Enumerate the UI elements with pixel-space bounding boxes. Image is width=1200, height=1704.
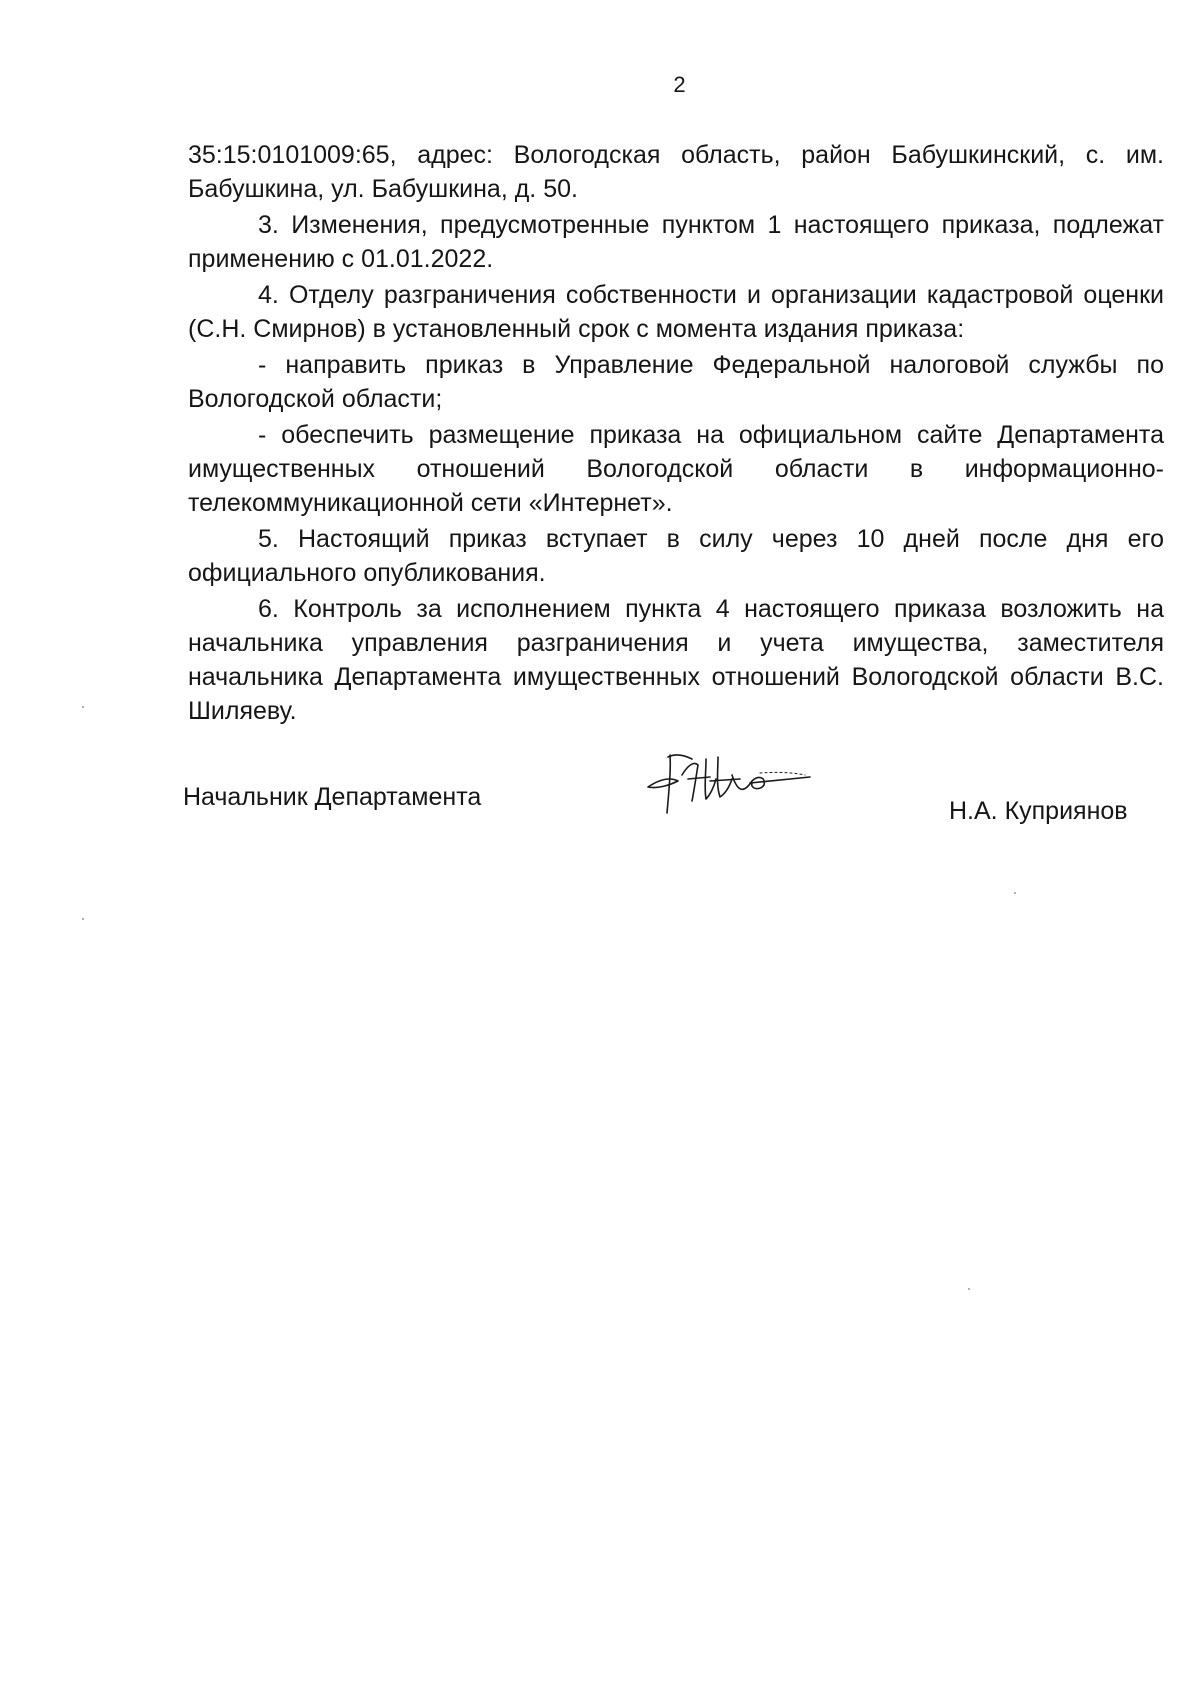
signatory-title: Начальник Департамента: [183, 783, 482, 811]
paragraph-bullet-2: - обеспечить размещение приказа на официальном сайте Департамента имущественных отношений Вологодской области в информационно-телекоммуникационной сети «Интернет».: [188, 421, 1164, 517]
scan-speck: [82, 706, 84, 708]
paragraph-continuation: 35:15:0101009:65, адрес: Вологодская область, район Бабушкинский, с. им. Бабушкина, ул. Бабушкина, д. 50.: [188, 141, 1164, 203]
paragraph-bullet-1: - направить приказ в Управление Федеральной налоговой службы по Вологодской области;: [188, 351, 1164, 413]
handwritten-signature: [640, 735, 815, 825]
scan-speck: [1014, 892, 1016, 894]
scan-speck: [82, 918, 84, 920]
paragraph-item-6: 6. Контроль за исполнением пункта 4 настоящего приказа возложить на начальника управления разграничения и учета имущества, заместителя начальника Департамента имущественных отношений Вологодской области В.С. Шиляеву.: [188, 595, 1164, 725]
signatory-name: Н.А. Куприянов: [949, 797, 1128, 825]
document-body: [188, 138, 1164, 730]
paragraph-item-4: 4. Отделу разграничения собственности и организации кадастровой оценки (С.Н. Смирнов) в установленный срок с момента издания приказа:: [188, 281, 1164, 343]
paragraph-item-5: 5. Настоящий приказ вступает в силу через 10 дней после дня его официального опубликования.: [188, 525, 1164, 587]
scan-speck: [968, 1288, 970, 1290]
paragraph-item-3: 3. Изменения, предусмотренные пунктом 1 настоящего приказа, подлежат применению с 01.01.2022.: [188, 211, 1164, 273]
page-number: 2: [673, 72, 687, 97]
